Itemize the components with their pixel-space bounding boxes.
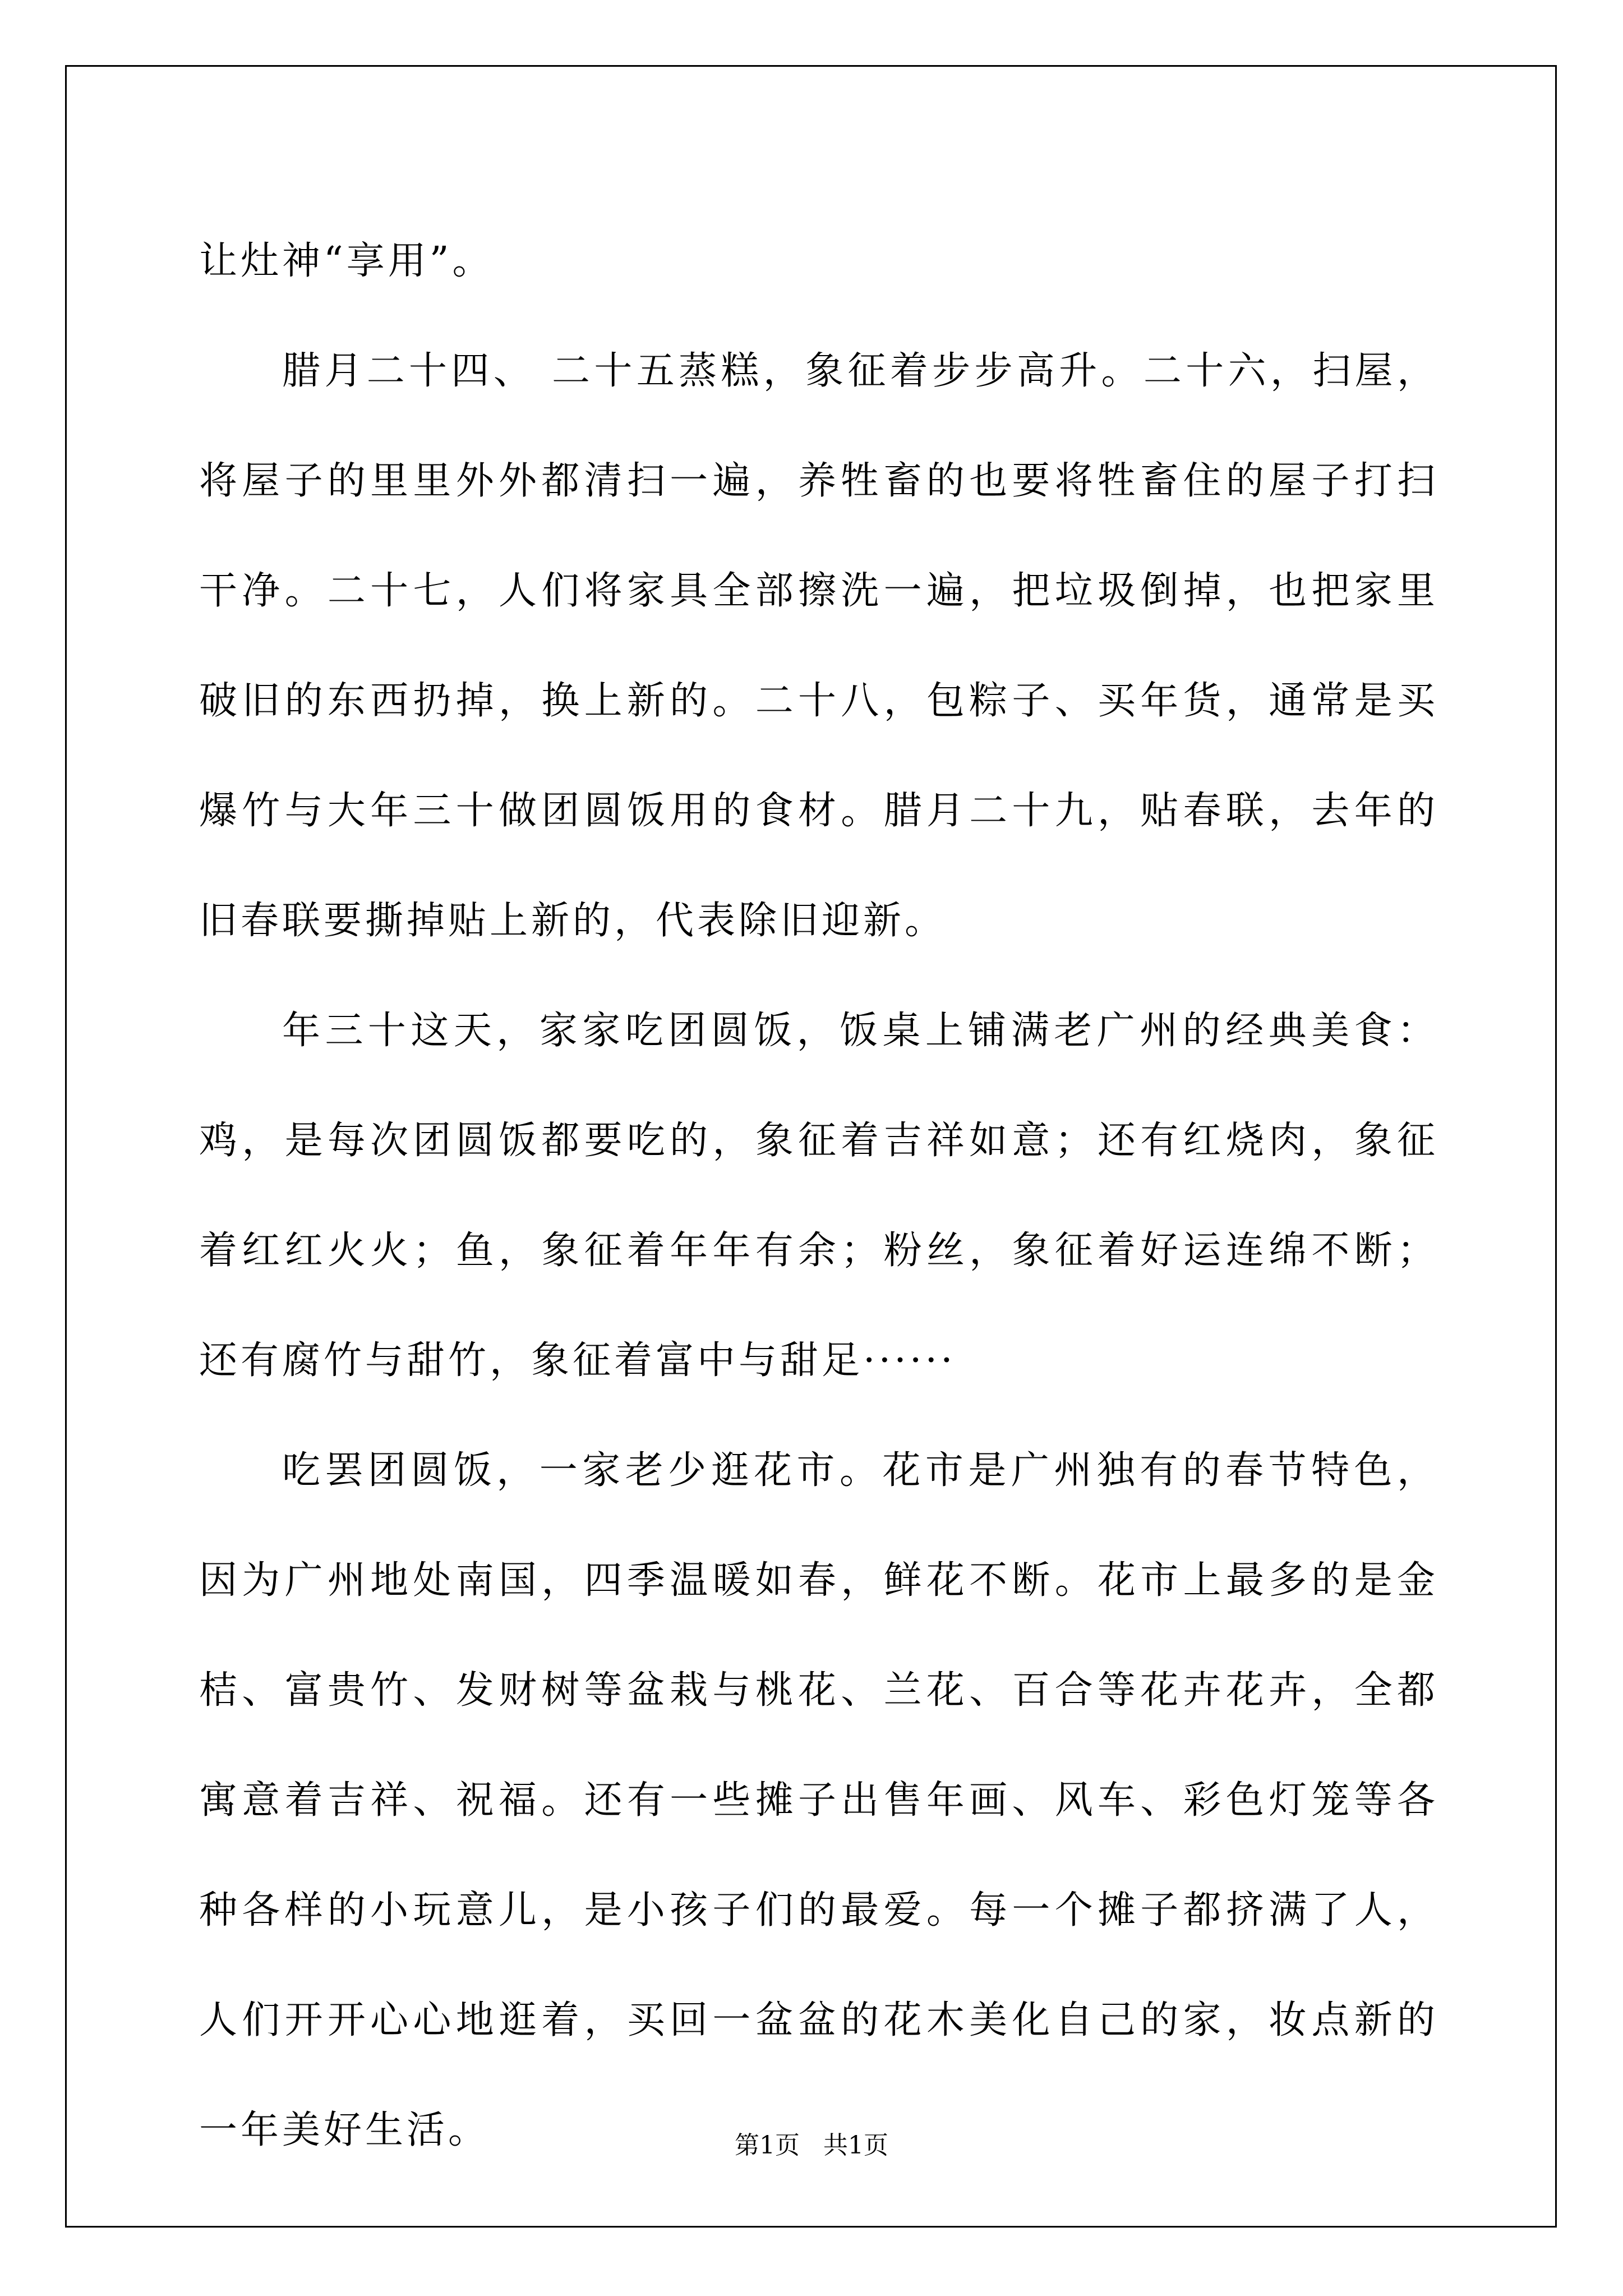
paragraph-4: 吃罢团圆饭，一家老少逛花市。花市是广州独有的春节特色，因为广州地处南国，四季温暖如春，鲜花不断。花市上最多的是金桔、富贵竹、发财树等盆栽与桃花、兰花、百合等花卉花卉，全都寓意着吉祥、祝福。还有一些摊子出售年画、风车、彩色灯笼等各种各样的小玩意儿，是小孩子们的最爱。每一个摊子都挤满了人，人们开开心心地逛着，买回一盆盆的花木美化自己的家，妆点新的一年美好生活。 <box>199 1448 1438 2152</box>
document-body <box>199 206 1438 2185</box>
page-footer: 第1页 共1页 <box>735 2131 888 2160</box>
paragraph-1: 让灶神“享用”。 <box>199 239 494 283</box>
paragraph-3: 年三十这天，家家吃团圆饭，饭桌上铺满老广州的经典美食：鸡，是每次团圆饭都要吃的，象征着吉祥如意；还有红烧肉，象征着红红火火；鱼，象征着年年有余；粉丝，象征着好运连绵不断；还有腐竹与甜竹，象征着富中与甜足······ <box>199 1009 1438 1383</box>
paragraph-2: 腊月二十四、 二十五蒸糕，象征着步步高升。二十六，扫屋，将屋子的里里外外都清扫一遍，养牲畜的也要将牲畜住的屋子打扫干净。二十七，人们将家具全部擦洗一遍，把垃圾倒掉，也把家里破旧的东西扔掉，换上新的。二十八，包粽子、买年货，通常是买爆竹与大年三十做团圆饭用的食材。腊月二十九，贴春联，去年的旧春联要撕掉贴上新的，代表除旧迎新。 <box>199 349 1438 943</box>
